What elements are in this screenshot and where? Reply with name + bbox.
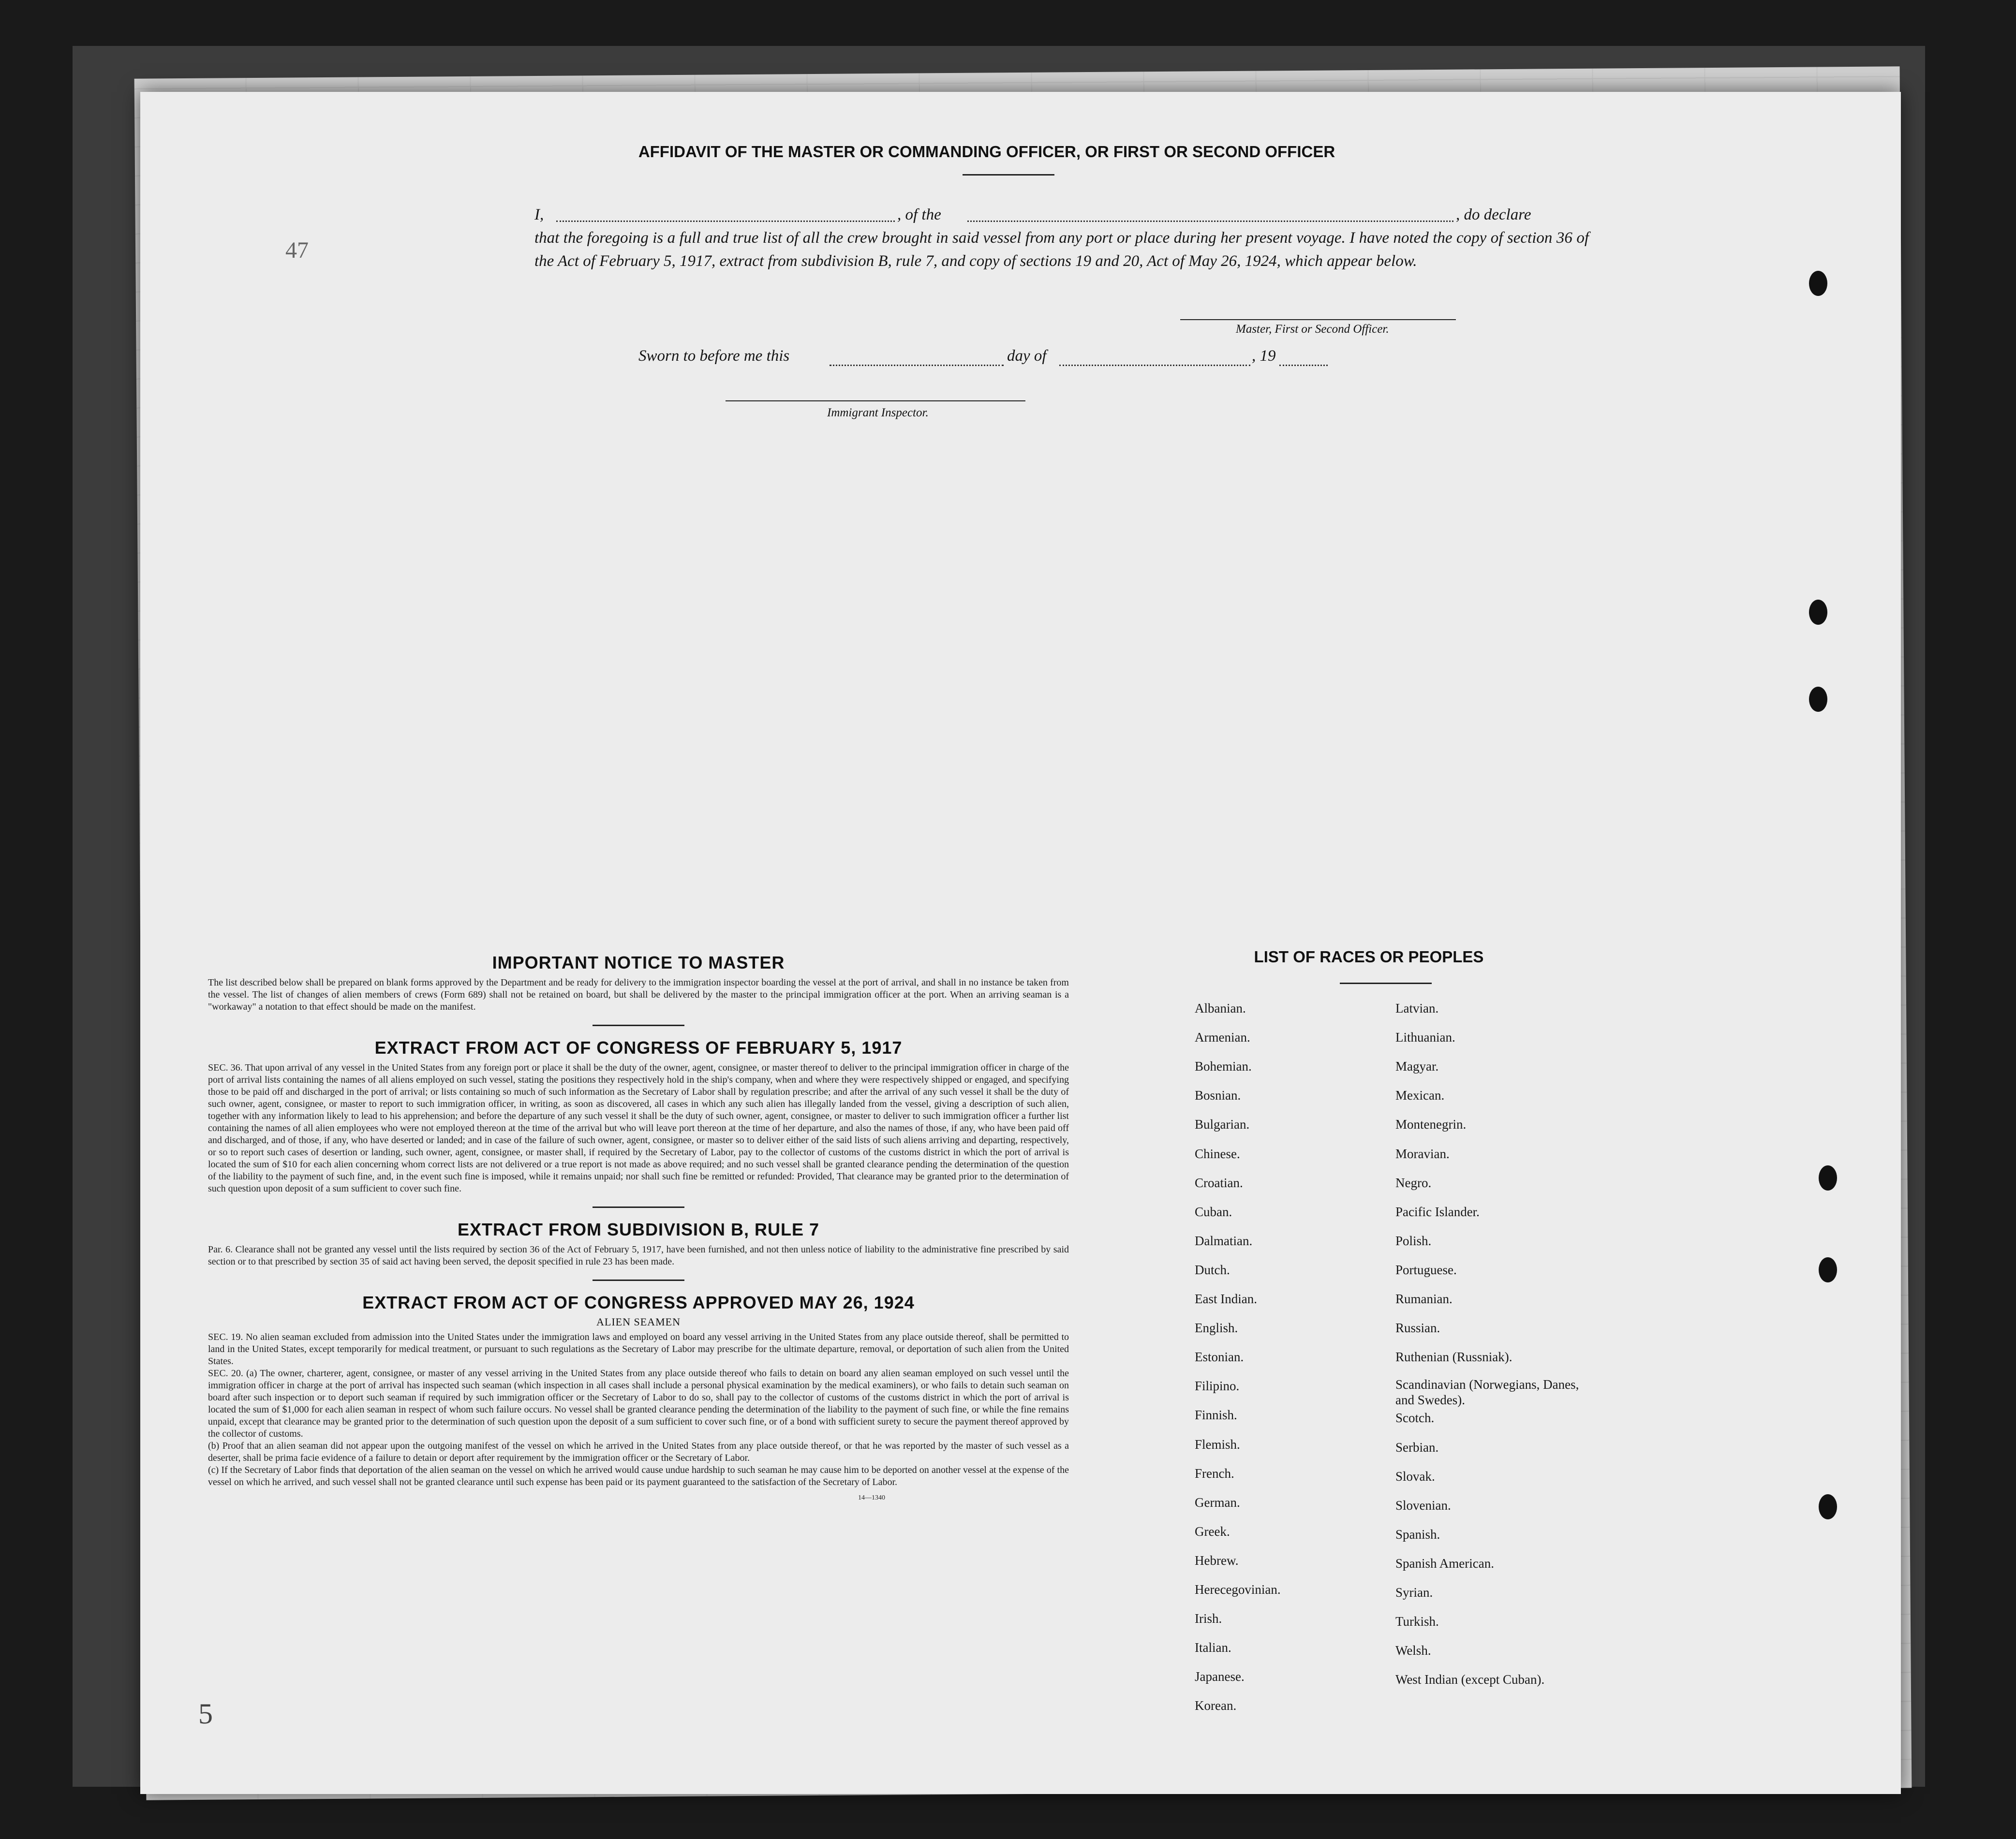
race-item: Latvian.: [1395, 1001, 1439, 1015]
race-item: Portuguese.: [1395, 1262, 1457, 1277]
handwritten-number: 47: [285, 237, 309, 263]
race-item: French.: [1195, 1466, 1234, 1481]
race-item: Finnish.: [1195, 1408, 1237, 1423]
race-item: Lithuanian.: [1395, 1030, 1455, 1045]
sec-19-text: SEC. 19. No alien seaman excluded from admission into the United States under the immigration laws and employed on board any vessel arriving in the United States from any place outside thereof, shall be permitted to land in the United States, except temporarily for medical treatment, or pursuant to such regulations as the Secretary of Labor may prescribe for the ultimate departure, removal, or deportation of such alien from the United States.: [208, 1332, 1069, 1367]
race-item: Irish.: [1195, 1611, 1222, 1626]
race-item: West Indian (except Cuban).: [1395, 1672, 1545, 1687]
section-divider: [593, 1206, 684, 1208]
title-divider: [963, 174, 1054, 176]
race-item: Albanian.: [1195, 1001, 1246, 1015]
year-blank: [1279, 365, 1328, 366]
race-item: Estonian.: [1195, 1350, 1244, 1365]
race-item: Spanish American.: [1395, 1556, 1494, 1571]
section-divider: [593, 1025, 684, 1026]
race-item: Armenian.: [1195, 1030, 1250, 1045]
alien-seamen-subtitle: ALIEN SEAMEN: [596, 1316, 681, 1328]
form-number: 14—1340: [858, 1494, 885, 1501]
sec-20a-text: SEC. 20. (a) The owner, charterer, agent, consignee, or master of any vessel arriving in the United States from any place outside thereof who fails to detain on board any alien seaman employed on such vessel until the immigration officer in charge at the port of arrival has inspected such seaman (which inspection in all cases shall include a personal physical examination by the medical examiners), or who fails to detain such seaman on board after such inspection or to deport such seaman if required by such immigration officer or the Secretary of Labor to do so, shall pay to the collector of customs of the customs district in which the port of arrival is located the sum of $1,000 for each alien seaman in respect of whom such failure occurs. No vessel shall be granted clearance pending the determination of the liability to the payment of such fine, or while the fine remains unpaid, except that clearance may be granted prior to the determination of such question upon the deposit of a sum sufficient to cover such fine, or of a bond with sufficient surety to secure the payment thereof approved by the collector of customs.: [208, 1368, 1069, 1439]
section-divider: [593, 1280, 684, 1281]
race-item: Herecegovinian.: [1195, 1582, 1281, 1597]
race-item: Moravian.: [1395, 1146, 1450, 1161]
race-item: Negro.: [1395, 1175, 1432, 1190]
race-item: Scandinavian (Norwegians, Danes, and Swedes).: [1395, 1377, 1579, 1408]
race-item: Pacific Islander.: [1395, 1204, 1480, 1219]
sworn-line: Sworn to before me this day of , 19: [638, 347, 1509, 371]
inspector-signature-line: [726, 400, 1025, 401]
race-item: Polish.: [1395, 1233, 1432, 1248]
race-item: Japanese.: [1195, 1669, 1245, 1684]
inspector-label: Immigrant Inspector.: [827, 406, 929, 419]
rule-7-text: Par. 6. Clearance shall not be granted any vessel until the lists required by section 36 of the Act of February 5, 1917, have been furnished, and not then unless notice of liability to the administrative fine prescribed by said section or to that prescribed by section 35 of said act having been served, the deposit specified in rule 23 has been made.: [208, 1244, 1069, 1267]
race-item: Russian.: [1395, 1321, 1440, 1336]
punch-hole: [1809, 271, 1827, 296]
race-item: East Indian.: [1195, 1292, 1257, 1306]
race-item: Syrian.: [1395, 1585, 1433, 1600]
race-item: Scotch.: [1395, 1411, 1435, 1426]
race-item: Italian.: [1195, 1640, 1231, 1655]
legal-notices: [208, 953, 1069, 1502]
punch-hole: [1809, 600, 1827, 625]
extract-1917-text: SEC. 36. That upon arrival of any vessel in the United States from any foreign port or place it shall be the duty of the owner, agent, consignee, or master thereof to deliver to the principal immigration officer in charge of the port of arrival lists containing the names of all aliens employed on such vessel, stating the positions they respectively hold in the ship's company, when and where they were respectively shipped or engaged, and specifying those to be paid off and discharged in the port of arrival; or lists containing so much of such information as the Secretary of Labor shall by regulation prescribe; and after the arrival of any such vessel it shall be the duty of such owner, agent, consignee, or master to report to such immigration officer, in writing, as soon as discovered, all cases in which any such alien has illegally landed from the vessel, giving a description of such alien, together with any information likely to lead to his apprehension; and before the departure of any such vessel it shall be the duty of such owner, agent, consignee, or master to deliver to such immigration officer a further list containing the names of all alien employees who were not employed thereon at the time of the arrival but who will leave port thereon at the time of her departure, and also the names of those, if any, who have been paid off and discharged, and of those, if any, who have deserted or landed; and in case of the failure of such owner, agent, consignee, or master so to deliver either of the said lists of such aliens arriving and departing, respectively, or so to report such cases of desertion or landing, such owner, agent, consignee, or master shall, if required by the Secretary of Labor, pay to the collector of customs of the customs district in which the port of arrival is located the sum of $10 for each alien concerning whom correct lists are not delivered or a true report is not made as above required; and no such vessel shall be granted clearance pending the determination of the question of the liability to the payment of such fine, and, in the event such fine is imposed, while it remains unpaid; nor shall such fine be remitted or refunded: Provided, That clearance may be granted prior to the determination of such question upon deposit of a sum sufficient to cover such fine.: [208, 1062, 1069, 1194]
race-item: Montenegrin.: [1395, 1117, 1467, 1132]
sec-20b-text: (b) Proof that an alien seaman did not appear upon the outgoing manifest of the vessel on which he arrived in the United States from any place outside thereof, or that he was reported by the master of such vessel as a deserter, shall be prima facie evidence of a failure to detain or deport after requirement by the immigration officer or the Secretary of Labor.: [208, 1441, 1069, 1463]
race-item: Serbian.: [1395, 1440, 1439, 1455]
race-item: Rumanian.: [1395, 1292, 1453, 1306]
race-item: Slovak.: [1395, 1469, 1435, 1484]
notice-title: IMPORTANT NOTICE TO MASTER: [492, 953, 785, 972]
race-item: Dalmatian.: [1195, 1233, 1253, 1248]
race-item: Greek.: [1195, 1524, 1230, 1539]
races-divider: [1340, 983, 1432, 984]
races-title: LIST OF RACES OR PEOPLES: [1254, 948, 1484, 966]
race-item: Korean.: [1195, 1698, 1237, 1713]
race-item: Flemish.: [1195, 1437, 1240, 1452]
race-item: Mexican.: [1395, 1088, 1445, 1103]
month-blank: [1059, 365, 1250, 366]
name-blank: [556, 221, 895, 222]
affidavit-page: [140, 92, 1901, 1794]
declaration-body: that the foregoing is a full and true list of all the crew brought in said vessel from any port or place during her present voyage. I have noted the copy of section 36 of the Act of February 5, 1917, extract from subdivision B, rule 7, and copy of sections 19 and 20, Act of May 26, 1924, which appear below.: [534, 229, 1589, 270]
affidavit-title: AFFIDAVIT OF THE MASTER OR COMMANDING OFFICER, OR FIRST OR SECOND OFFICER: [638, 143, 1335, 161]
race-item: Turkish.: [1395, 1614, 1439, 1629]
race-item: English.: [1195, 1321, 1238, 1336]
punch-hole: [1819, 1165, 1837, 1191]
race-item: Filipino.: [1195, 1379, 1240, 1394]
race-item: Bulgarian.: [1195, 1117, 1250, 1132]
sec-20c-text: (c) If the Secretary of Labor finds that deportation of the alien seaman on the vessel on which he arrived would cause undue hardship to such seaman he may cause him to be deported on another vessel at the expense of the vessel on which he arrived, and such vessel shall not be granted clearance until such expense has been paid or its payment guaranteed to the satisfaction of the Secretary of Labor.: [208, 1465, 1069, 1487]
rule-7-title: EXTRACT FROM SUBDIVISION B, RULE 7: [457, 1220, 820, 1239]
signature-label: Master, First or Second Officer.: [1236, 323, 1389, 336]
race-item: Hebrew.: [1195, 1553, 1239, 1568]
race-item: Spanish.: [1395, 1527, 1440, 1542]
punch-hole: [1819, 1257, 1837, 1282]
declaration-first-line: I, , of the , do declare: [534, 206, 1531, 223]
race-item: Slovenian.: [1395, 1498, 1451, 1513]
race-item: Bohemian.: [1195, 1059, 1252, 1074]
race-item: Magyar.: [1395, 1059, 1439, 1074]
race-item: Croatian.: [1195, 1175, 1243, 1190]
punch-hole: [1809, 687, 1827, 712]
race-item: Bosnian.: [1195, 1088, 1241, 1103]
extract-1924-title: EXTRACT FROM ACT OF CONGRESS APPROVED MAY 26, 1924: [362, 1293, 915, 1312]
race-item: Welsh.: [1395, 1643, 1431, 1658]
day-blank: [830, 365, 1004, 366]
corner-mark: 5: [198, 1698, 213, 1730]
race-item: German.: [1195, 1495, 1240, 1510]
notice-text: The list described below shall be prepared on blank forms approved by the Department and be ready for delivery to the immigration inspector boarding the vessel at the port of arrival, and shall in no instance be taken from the vessel. The list of changes of alien members of crews (Form 689) shall not be retained on board, but shall be delivered by the master to the principal immigration officer at the port. When an arriving seaman is a "workaway" a notation to that effect should be made on the manifest.: [208, 977, 1069, 1012]
affidavit-declaration: [534, 203, 1589, 273]
signature-line: [1180, 319, 1456, 320]
race-item: Chinese.: [1195, 1146, 1240, 1161]
race-item: Cuban.: [1195, 1204, 1232, 1219]
race-item: Ruthenian (Russniak).: [1395, 1350, 1512, 1365]
extract-1917-title: EXTRACT FROM ACT OF CONGRESS OF FEBRUARY 5, 1917: [374, 1038, 903, 1058]
vessel-blank: [967, 221, 1453, 222]
punch-hole: [1819, 1494, 1837, 1519]
race-item: Dutch.: [1195, 1262, 1230, 1277]
